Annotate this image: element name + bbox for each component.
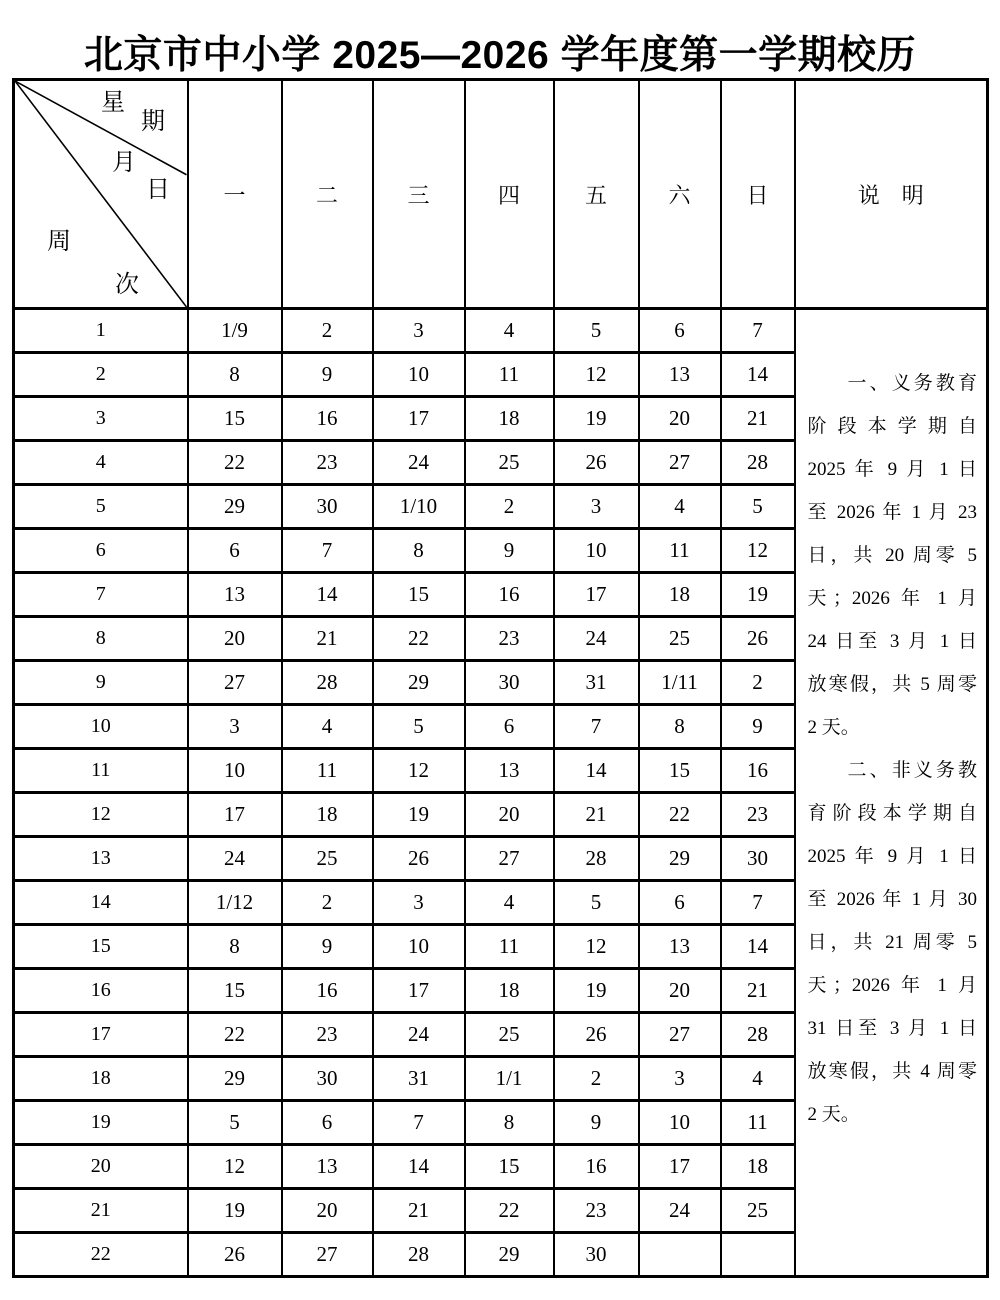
week-number-cell: 21 [14, 1189, 188, 1233]
week-number-cell: 6 [14, 529, 188, 573]
date-cell: 26 [373, 837, 465, 881]
date-cell: 24 [373, 1013, 465, 1057]
date-cell: 2 [282, 881, 373, 925]
note-line: 2025 年 9 月 1 日 [807, 846, 977, 867]
date-cell: 9 [282, 353, 373, 397]
date-cell: 16 [465, 573, 554, 617]
date-cell: 9 [721, 705, 795, 749]
date-cell: 11 [282, 749, 373, 793]
date-cell: 3 [554, 485, 639, 529]
date-cell: 30 [282, 485, 373, 529]
date-cell: 20 [639, 969, 721, 1013]
date-cell: 4 [639, 485, 721, 529]
date-cell: 24 [188, 837, 282, 881]
note-line: 育阶段本学期自 [807, 803, 977, 824]
date-cell: 6 [465, 705, 554, 749]
note-line: 2 天。 [807, 717, 860, 738]
date-cell: 13 [188, 573, 282, 617]
date-cell: 13 [465, 749, 554, 793]
date-cell: 1/11 [639, 661, 721, 705]
note-line: 2025 年 9 月 1 日 [807, 459, 977, 480]
date-cell: 8 [188, 925, 282, 969]
date-cell: 27 [639, 1013, 721, 1057]
date-cell: 3 [373, 881, 465, 925]
date-cell: 27 [188, 661, 282, 705]
note-line: 二、非义务教 [847, 760, 977, 781]
date-cell: 21 [721, 397, 795, 441]
date-cell: 7 [282, 529, 373, 573]
date-cell: 26 [554, 441, 639, 485]
date-cell: 21 [554, 793, 639, 837]
date-cell: 3 [639, 1057, 721, 1101]
date-cell: 2 [282, 309, 373, 353]
date-cell: 20 [282, 1189, 373, 1233]
date-cell: 12 [554, 353, 639, 397]
corner-label-weeknum-char2: 次 [115, 272, 139, 298]
date-cell: 24 [639, 1189, 721, 1233]
date-cell: 8 [639, 705, 721, 749]
date-cell: 10 [554, 529, 639, 573]
date-cell: 9 [465, 529, 554, 573]
date-cell: 17 [373, 397, 465, 441]
date-cell: 15 [373, 573, 465, 617]
date-cell: 25 [465, 1013, 554, 1057]
note-line: 2 天。 [807, 1104, 860, 1125]
date-cell: 23 [282, 1013, 373, 1057]
date-cell: 18 [639, 573, 721, 617]
corner-label-monthday-char2: 日 [146, 177, 170, 203]
day-header-sun: 日 [721, 80, 795, 309]
date-cell: 7 [721, 881, 795, 925]
date-cell [721, 1233, 795, 1277]
date-cell: 29 [465, 1233, 554, 1277]
note-line: 放寒假，共 4 周零 [807, 1061, 977, 1082]
date-cell: 22 [465, 1189, 554, 1233]
date-cell: 12 [721, 529, 795, 573]
date-cell: 22 [188, 441, 282, 485]
date-cell: 4 [282, 705, 373, 749]
date-cell: 2 [721, 661, 795, 705]
date-cell: 13 [639, 925, 721, 969]
date-cell: 21 [721, 969, 795, 1013]
date-cell: 12 [554, 925, 639, 969]
notes-header-cell: 说 明 [795, 80, 988, 309]
date-cell: 11 [465, 925, 554, 969]
date-cell: 20 [188, 617, 282, 661]
note-line: 放寒假，共 5 周零 [807, 674, 977, 695]
day-header-mon: 一 [188, 80, 282, 309]
week-number-cell: 10 [14, 705, 188, 749]
date-cell: 26 [721, 617, 795, 661]
date-cell: 21 [282, 617, 373, 661]
week-number-cell: 11 [14, 749, 188, 793]
date-cell: 8 [373, 529, 465, 573]
note-line: 天；2026 年 1 月 [807, 588, 977, 609]
date-cell: 13 [639, 353, 721, 397]
week-number-cell: 14 [14, 881, 188, 925]
date-cell: 31 [373, 1057, 465, 1101]
calendar-body [14, 309, 988, 1277]
day-header-thu: 四 [465, 80, 554, 309]
date-cell: 29 [639, 837, 721, 881]
week-number-cell: 5 [14, 485, 188, 529]
day-header-wed: 三 [373, 80, 465, 309]
date-cell: 5 [554, 881, 639, 925]
week-number-cell: 2 [14, 353, 188, 397]
date-cell: 19 [373, 793, 465, 837]
date-cell: 28 [373, 1233, 465, 1277]
date-cell: 10 [639, 1101, 721, 1145]
week-number-cell: 16 [14, 969, 188, 1013]
date-cell: 30 [554, 1233, 639, 1277]
date-cell: 3 [188, 705, 282, 749]
date-cell: 17 [373, 969, 465, 1013]
date-cell: 5 [554, 309, 639, 353]
date-cell: 10 [373, 925, 465, 969]
date-cell: 23 [721, 793, 795, 837]
date-cell: 15 [188, 969, 282, 1013]
day-header-fri: 五 [554, 80, 639, 309]
date-cell: 12 [373, 749, 465, 793]
date-cell: 11 [721, 1101, 795, 1145]
date-cell: 12 [188, 1145, 282, 1189]
date-cell: 28 [721, 1013, 795, 1057]
corner-label-weeknum-char1: 周 [47, 229, 71, 255]
date-cell: 31 [554, 661, 639, 705]
note-line: 天；2026 年 1 月 [807, 975, 977, 996]
note-line: 至 2026 年 1 月 30 [807, 889, 977, 910]
date-cell: 8 [188, 353, 282, 397]
date-cell: 27 [465, 837, 554, 881]
notes-text-block [796, 310, 987, 1136]
date-cell: 2 [465, 485, 554, 529]
date-cell: 25 [721, 1189, 795, 1233]
date-cell: 18 [282, 793, 373, 837]
corner-label-weekday-char1: 星 [101, 90, 125, 116]
date-cell: 20 [465, 793, 554, 837]
date-cell: 4 [721, 1057, 795, 1101]
date-cell: 30 [721, 837, 795, 881]
date-cell: 14 [721, 925, 795, 969]
date-cell: 15 [639, 749, 721, 793]
date-cell: 2 [554, 1057, 639, 1101]
date-cell: 14 [554, 749, 639, 793]
date-cell: 23 [554, 1189, 639, 1233]
calendar-table [12, 78, 989, 1278]
date-cell: 19 [188, 1189, 282, 1233]
week-number-cell: 4 [14, 441, 188, 485]
date-cell: 21 [373, 1189, 465, 1233]
date-cell: 22 [188, 1013, 282, 1057]
date-cell: 6 [639, 881, 721, 925]
date-cell: 1/12 [188, 881, 282, 925]
date-cell: 11 [465, 353, 554, 397]
date-cell: 23 [282, 441, 373, 485]
week-number-cell: 1 [14, 309, 188, 353]
date-cell: 29 [188, 1057, 282, 1101]
corner-header-cell [14, 80, 188, 309]
note-line: 至 2026 年 1 月 23 [807, 502, 977, 523]
corner-label-monthday-char1: 月 [112, 150, 136, 176]
date-cell: 16 [282, 397, 373, 441]
date-cell: 14 [282, 573, 373, 617]
date-cell: 22 [639, 793, 721, 837]
table-row [14, 309, 988, 353]
date-cell: 18 [465, 397, 554, 441]
date-cell: 16 [282, 969, 373, 1013]
date-cell: 30 [465, 661, 554, 705]
date-cell: 17 [554, 573, 639, 617]
date-cell: 28 [282, 661, 373, 705]
date-cell: 6 [282, 1101, 373, 1145]
date-cell: 3 [373, 309, 465, 353]
date-cell: 14 [373, 1145, 465, 1189]
date-cell: 27 [282, 1233, 373, 1277]
note-line: 24 日至 3 月 1 日 [807, 631, 977, 652]
date-cell: 29 [373, 661, 465, 705]
date-cell: 18 [465, 969, 554, 1013]
week-number-cell: 8 [14, 617, 188, 661]
week-number-cell: 15 [14, 925, 188, 969]
week-number-cell: 18 [14, 1057, 188, 1101]
date-cell: 28 [554, 837, 639, 881]
date-cell: 19 [721, 573, 795, 617]
date-cell: 5 [721, 485, 795, 529]
date-cell: 30 [282, 1057, 373, 1101]
note-line: 阶段本学期自 [807, 416, 977, 437]
date-cell: 18 [721, 1145, 795, 1189]
date-cell: 9 [554, 1101, 639, 1145]
date-cell: 22 [373, 617, 465, 661]
week-number-cell: 17 [14, 1013, 188, 1057]
date-cell: 16 [554, 1145, 639, 1189]
date-cell: 15 [465, 1145, 554, 1189]
date-cell: 25 [639, 617, 721, 661]
date-cell: 5 [188, 1101, 282, 1145]
day-header-tue: 二 [282, 80, 373, 309]
note-line: 31 日至 3 月 1 日 [807, 1018, 977, 1039]
date-cell: 4 [465, 309, 554, 353]
date-cell: 20 [639, 397, 721, 441]
date-cell: 11 [639, 529, 721, 573]
day-header-sat: 六 [639, 80, 721, 309]
week-number-cell: 3 [14, 397, 188, 441]
corner-label-weekday-char2: 期 [141, 109, 165, 135]
notes-cell [795, 309, 988, 1277]
header-row [14, 80, 988, 309]
date-cell: 9 [282, 925, 373, 969]
date-cell: 1/9 [188, 309, 282, 353]
date-cell: 24 [373, 441, 465, 485]
date-cell: 1/10 [373, 485, 465, 529]
date-cell: 6 [639, 309, 721, 353]
date-cell: 10 [188, 749, 282, 793]
date-cell: 8 [465, 1101, 554, 1145]
date-cell: 17 [639, 1145, 721, 1189]
week-number-cell: 19 [14, 1101, 188, 1145]
date-cell [639, 1233, 721, 1277]
note-line: 一、义务教育 [847, 373, 977, 394]
date-cell: 10 [373, 353, 465, 397]
date-cell: 26 [554, 1013, 639, 1057]
date-cell: 26 [188, 1233, 282, 1277]
date-cell: 27 [639, 441, 721, 485]
date-cell: 25 [465, 441, 554, 485]
date-cell: 14 [721, 353, 795, 397]
date-cell: 23 [465, 617, 554, 661]
week-number-cell: 9 [14, 661, 188, 705]
note-line: 日，共 20 周零 5 [807, 545, 977, 566]
date-cell: 6 [188, 529, 282, 573]
week-number-cell: 7 [14, 573, 188, 617]
date-cell: 13 [282, 1145, 373, 1189]
week-number-cell: 22 [14, 1233, 188, 1277]
date-cell: 7 [373, 1101, 465, 1145]
date-cell: 15 [188, 397, 282, 441]
date-cell: 5 [373, 705, 465, 749]
date-cell: 7 [554, 705, 639, 749]
date-cell: 24 [554, 617, 639, 661]
date-cell: 4 [465, 881, 554, 925]
week-number-cell: 20 [14, 1145, 188, 1189]
week-number-cell: 13 [14, 837, 188, 881]
date-cell: 28 [721, 441, 795, 485]
date-cell: 16 [721, 749, 795, 793]
page-title: 北京市中小学 2025—2026 学年度第一学期校历 [83, 34, 917, 77]
date-cell: 17 [188, 793, 282, 837]
date-cell: 19 [554, 397, 639, 441]
week-number-cell: 12 [14, 793, 188, 837]
note-line: 日，共 21 周零 5 [807, 932, 977, 953]
date-cell: 29 [188, 485, 282, 529]
date-cell: 1/1 [465, 1057, 554, 1101]
date-cell: 7 [721, 309, 795, 353]
date-cell: 19 [554, 969, 639, 1013]
date-cell: 25 [282, 837, 373, 881]
